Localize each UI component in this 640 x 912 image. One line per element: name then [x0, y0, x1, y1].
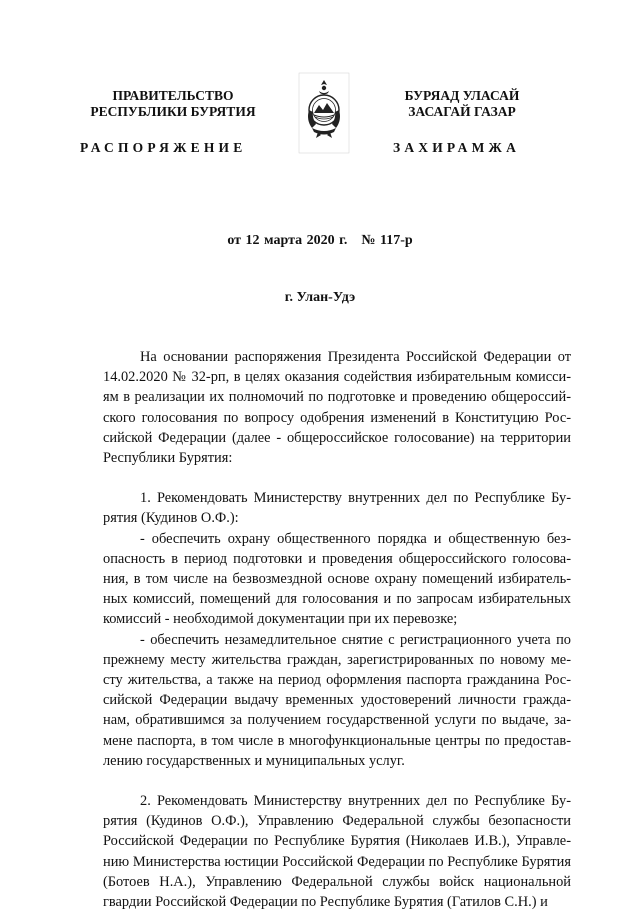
coat-of-arms-icon	[298, 72, 350, 154]
left-org-line-2: РЕСПУБЛИКИ БУРЯТИЯ	[90, 104, 256, 119]
document-date-number	[0, 233, 640, 249]
left-organization	[58, 88, 288, 120]
right-organization	[372, 88, 552, 120]
body-paragraph: На основании распоряжения Президента Российской Федерации от 14.02.2020 № 32-рп, в целях оказания содействия избирательным комиссиям в реализации их полномочий по подготовке и проведению общероссийского голосования по вопросу одобрения изменений в Конституцию Российской Федерации (далее - общероссийское голосование) на территории Республики Бурятия:	[103, 349, 571, 467]
body-paragraph: 1. Рекомендовать Министерству внутренних дел по Республике Бурятия (Кудинов О.Ф.):	[103, 490, 571, 527]
body-paragraph: 2. Рекомендовать Министерству внутренних дел по Республике Бурятия (Кудинов О.Ф.), Управлению Федеральной службы безопасности Российской Федерации по Республике Бурятия (Николаев И.В.), Управлению Министерства юстиции Российской Федерации по Республике Бурятия (Ботоев Н.А.), Управлению Федеральной службы войск национальной гвардии Российской Федерации по Республике Бурятия (Гатилов С.Н.) и	[103, 793, 571, 911]
document-city: г. Улан-Удэ	[284, 290, 356, 305]
document-body	[103, 347, 571, 912]
doc-type-buryat: ЗАХИРАМЖА	[393, 140, 521, 155]
body-paragraph: - обеспечить незамедлительное снятие с регистрационного учета по прежнему месту жительства граждан, зарегистрированных по новому месту жительства, а также на период оформления паспорта гражданина Российской Федерации выдачу временных удостоверений личности гражданам, обратившимся за получением государственной услуги по выдаче, замене паспорта, в том числе в многофункциональные центры по предоставлению государственных и муниципальных услуг.	[103, 631, 571, 769]
document-number: № 117-р	[361, 233, 413, 248]
right-org-line-1: БУРЯАД УЛАСАЙ	[404, 88, 520, 103]
right-org-line-2: ЗАСАГАЙ ГАЗАР	[408, 104, 516, 119]
document-date: от 12 марта 2020 г.	[227, 233, 348, 248]
body-paragraph: - обеспечить охрану общественного порядка и общественную безопасность в период подготовки и проведения общероссийского голосования, в том числе на безвозмездной основе охрану помещений избирательных комиссий, помещений для голосования и по запросам избирательных комиссий - необходимой документации при их перевозке;	[103, 530, 571, 628]
left-org-line-1: ПРАВИТЕЛЬСТВО	[112, 88, 234, 103]
doc-type-russian: РАСПОРЯЖЕНИЕ	[80, 140, 247, 155]
